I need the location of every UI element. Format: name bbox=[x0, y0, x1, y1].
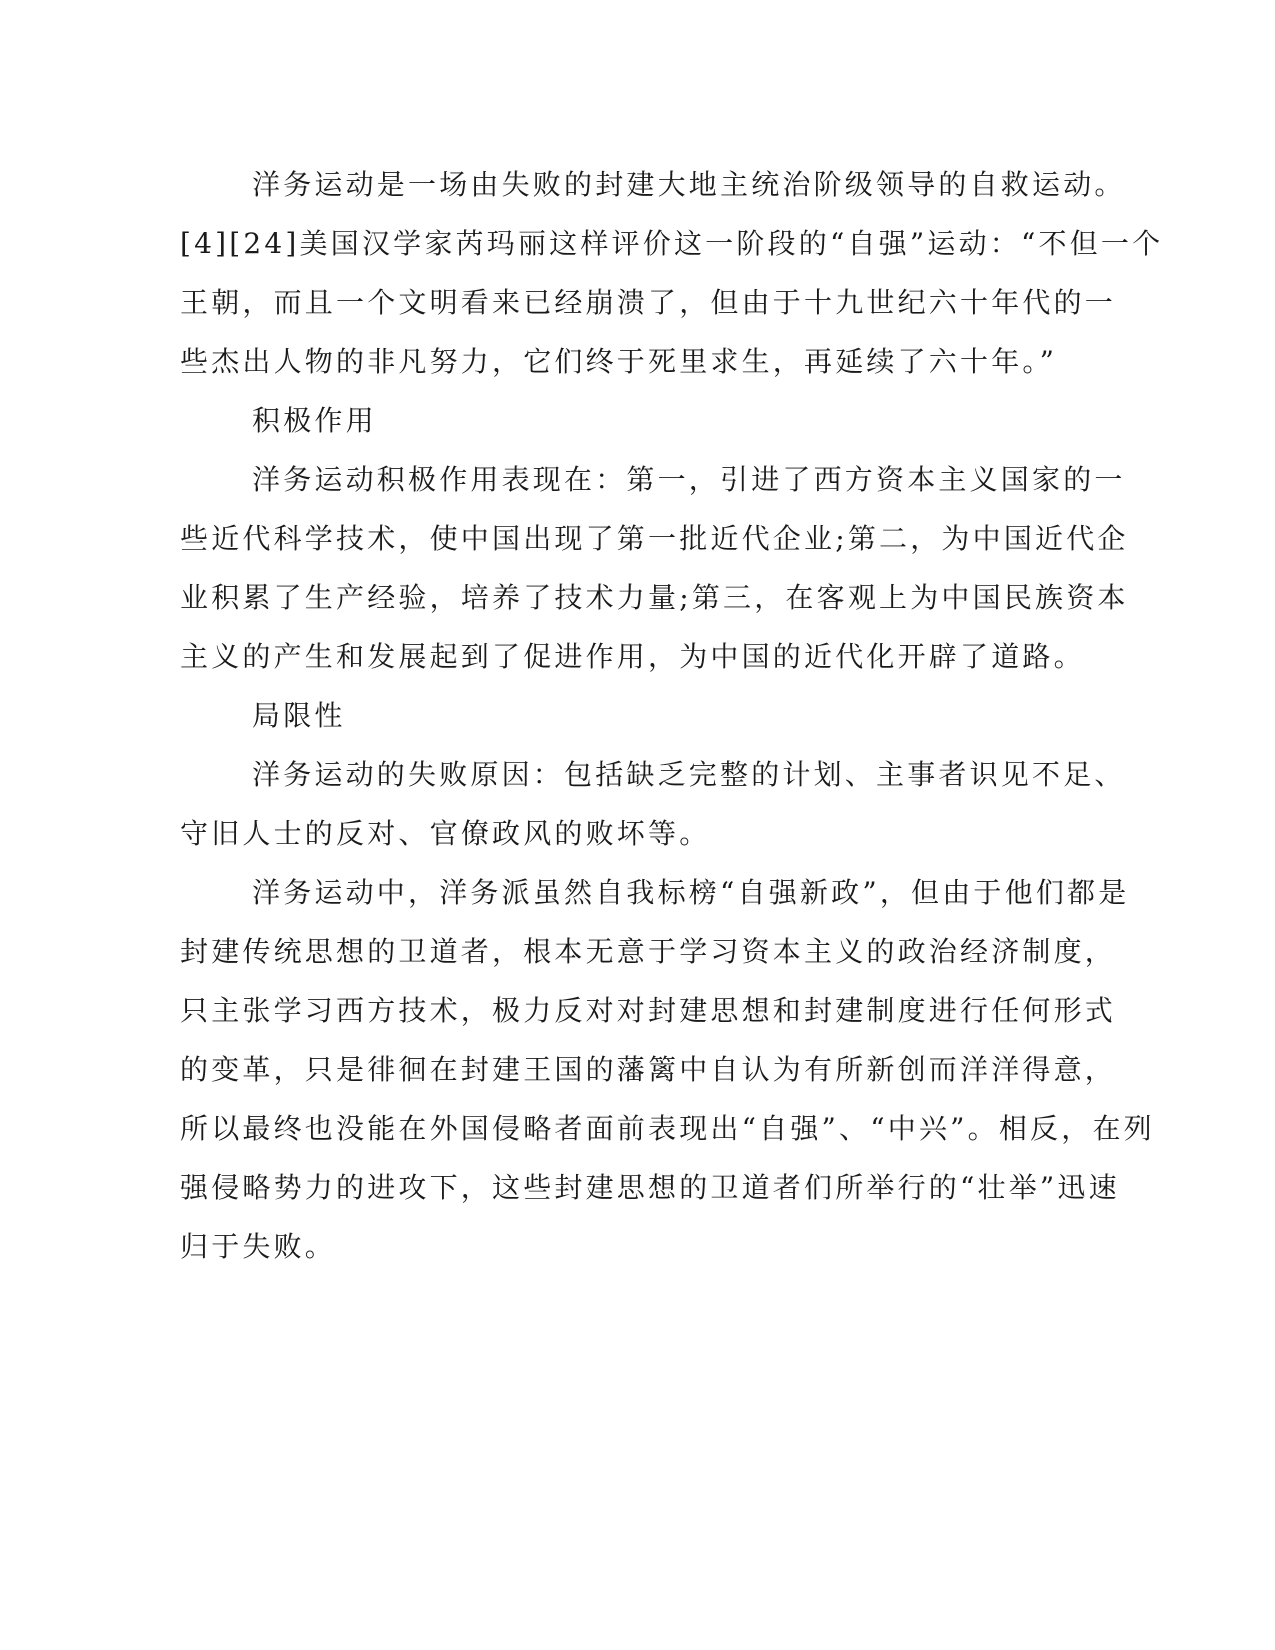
paragraph-line: 主义的产生和发展起到了促进作用，为中国的近代化开辟了道路。 bbox=[180, 640, 1085, 673]
paragraph-line: 些近代科学技术，使中国出现了第一批近代企业;第二，为中国近代企 bbox=[180, 522, 1129, 555]
section-heading-limitations: 局限性 bbox=[252, 699, 346, 732]
paragraph-line: [4][24]美国汉学家芮玛丽这样评价这一阶段的“自强”运动：“不但一个 bbox=[180, 227, 1164, 260]
section-heading-positive-effects: 积极作用 bbox=[252, 404, 377, 437]
paragraph-line: 洋务运动的失败原因：包括缺乏完整的计划、主事者识见不足、 bbox=[252, 758, 1126, 791]
document-page bbox=[180, 155, 1164, 1276]
paragraph-line: 封建传统思想的卫道者，根本无意于学习资本主义的政治经济制度， bbox=[180, 935, 1117, 968]
paragraph-line: 洋务运动积极作用表现在：第一，引进了西方资本主义国家的一 bbox=[252, 463, 1126, 496]
paragraph-line: 洋务运动是一场由失败的封建大地主统治阶级领导的自救运动。 bbox=[252, 168, 1126, 201]
paragraph-line: 归于失败。 bbox=[180, 1230, 337, 1263]
paragraph-line: 只主张学习西方技术，极力反对对封建思想和封建制度进行任何形式 bbox=[180, 994, 1117, 1027]
paragraph-line: 所以最终也没能在外国侵略者面前表现出“自强”、“中兴”。相反，在列 bbox=[180, 1112, 1155, 1145]
paragraph-line: 强侵略势力的进攻下，这些封建思想的卫道者们所举行的“壮举”迅速 bbox=[180, 1171, 1120, 1204]
paragraph-line: 守旧人士的反对、官僚政风的败坏等。 bbox=[180, 817, 711, 850]
paragraph-line: 的变革，只是徘徊在封建王国的藩篱中自认为有所新创而洋洋得意， bbox=[180, 1053, 1117, 1086]
paragraph-line: 洋务运动中，洋务派虽然自我标榜“自强新政”，但由于他们都是 bbox=[252, 876, 1130, 909]
paragraph-line: 些杰出人物的非凡努力，它们终于死里求生，再延续了六十年。” bbox=[180, 345, 1058, 378]
paragraph-line: 王朝，而且一个文明看来已经崩溃了，但由于十九世纪六十年代的一 bbox=[180, 286, 1117, 319]
paragraph-line: 业积累了生产经验，培养了技术力量;第三，在客观上为中国民族资本 bbox=[180, 581, 1129, 614]
